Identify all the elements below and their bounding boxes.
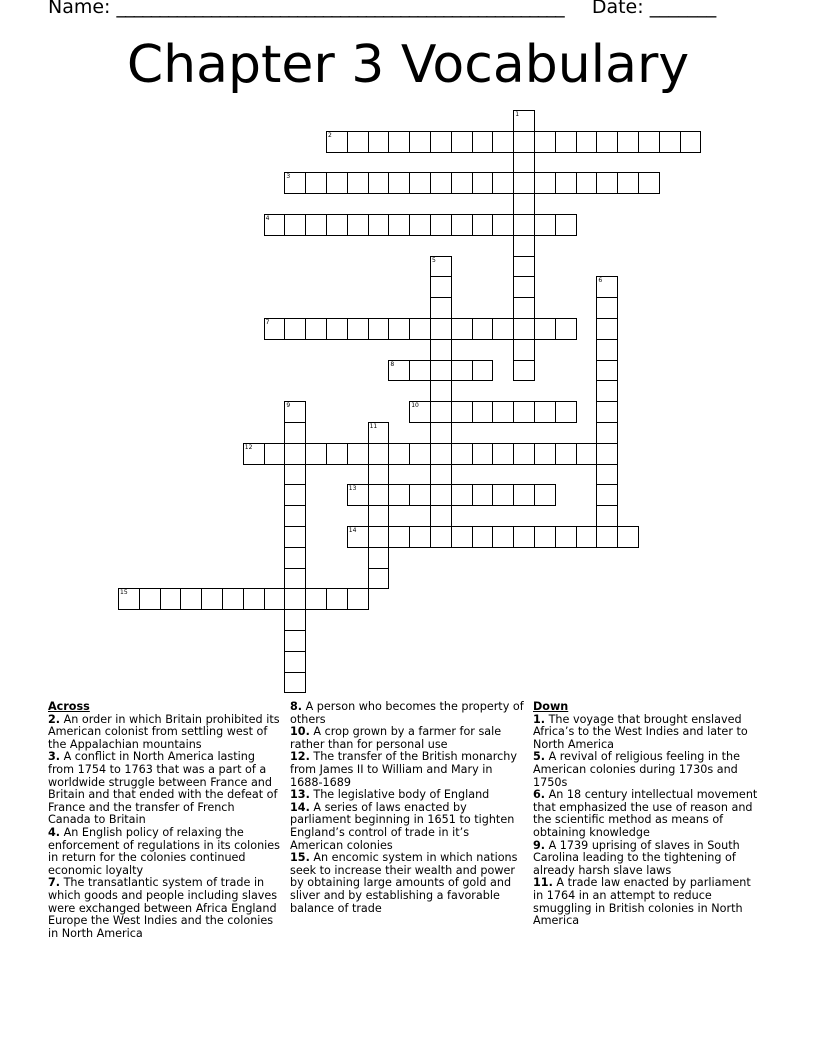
grid-cell[interactable] bbox=[596, 422, 618, 444]
grid-cell[interactable] bbox=[617, 526, 639, 548]
grid-cell[interactable] bbox=[284, 568, 306, 590]
clue-text: A 1739 uprising of slaves in South Carolina leading to the tightening of already harsh slave laws bbox=[533, 838, 740, 877]
grid-cell[interactable] bbox=[180, 588, 202, 610]
grid-cell[interactable] bbox=[576, 172, 598, 194]
clue-num: 5. bbox=[533, 750, 546, 764]
grid-cell[interactable] bbox=[368, 131, 390, 153]
grid-cell[interactable] bbox=[388, 318, 410, 340]
grid-cell[interactable] bbox=[513, 318, 535, 340]
across-clue bbox=[48, 827, 280, 877]
name-label: Name: bbox=[48, 0, 111, 18]
grid-cell[interactable] bbox=[326, 214, 348, 236]
grid-cell[interactable] bbox=[638, 172, 660, 194]
across-clue bbox=[290, 802, 524, 852]
grid-cell[interactable] bbox=[284, 651, 306, 673]
grid-cell[interactable] bbox=[472, 318, 494, 340]
grid-cell[interactable] bbox=[555, 526, 577, 548]
grid-cell[interactable] bbox=[368, 568, 390, 590]
grid-cell[interactable] bbox=[160, 588, 182, 610]
grid-cell[interactable] bbox=[264, 318, 286, 340]
grid-cell[interactable] bbox=[513, 256, 535, 278]
grid-cell[interactable] bbox=[388, 360, 410, 382]
grid-cell[interactable] bbox=[472, 401, 494, 423]
grid-cell[interactable] bbox=[409, 318, 431, 340]
grid-cell[interactable] bbox=[409, 172, 431, 194]
grid-cell[interactable] bbox=[284, 464, 306, 486]
clue-number: 8 bbox=[390, 360, 395, 368]
grid-cell[interactable] bbox=[659, 131, 681, 153]
clue-text: A crop grown by a farmer for sale rather than for personal use bbox=[290, 725, 502, 751]
grid-cell[interactable] bbox=[368, 443, 390, 465]
grid-cell[interactable] bbox=[430, 339, 452, 361]
grid-cell[interactable] bbox=[409, 214, 431, 236]
grid-cell[interactable] bbox=[347, 172, 369, 194]
grid-cell[interactable] bbox=[284, 214, 306, 236]
down-clue bbox=[533, 840, 761, 878]
grid-cell[interactable] bbox=[430, 131, 452, 153]
clue-num: 6. bbox=[533, 788, 546, 802]
grid-cell[interactable] bbox=[451, 360, 473, 382]
grid-cell[interactable] bbox=[430, 443, 452, 465]
grid-cell[interactable] bbox=[596, 297, 618, 319]
grid-cell[interactable] bbox=[368, 505, 390, 527]
name-blank: ____________________________________________________ bbox=[116, 0, 564, 18]
clue-number: 5 bbox=[432, 256, 436, 264]
grid-cell[interactable] bbox=[326, 131, 348, 153]
grid-cell[interactable] bbox=[492, 131, 514, 153]
grid-cell[interactable] bbox=[409, 131, 431, 153]
grid-cell[interactable] bbox=[596, 318, 618, 340]
grid-cell[interactable] bbox=[368, 464, 390, 486]
grid-cell[interactable] bbox=[264, 214, 286, 236]
grid-cell[interactable] bbox=[451, 526, 473, 548]
grid-cell[interactable] bbox=[617, 172, 639, 194]
grid-cell[interactable] bbox=[492, 401, 514, 423]
grid-cell[interactable] bbox=[347, 526, 369, 548]
down-clue bbox=[533, 714, 761, 752]
clue-num: 15. bbox=[290, 851, 310, 865]
grid-cell[interactable] bbox=[492, 318, 514, 340]
clue-number: 3 bbox=[286, 173, 291, 181]
clue-text: The voyage that brought enslaved Africa’s to the West Indies and later to North America bbox=[533, 712, 748, 751]
grid-cell[interactable] bbox=[347, 318, 369, 340]
clue-num: 10. bbox=[290, 725, 310, 739]
grid-cell[interactable] bbox=[305, 588, 327, 610]
grid-cell[interactable] bbox=[596, 380, 618, 402]
clue-num: 3. bbox=[48, 750, 61, 764]
grid-cell[interactable] bbox=[596, 505, 618, 527]
grid-cell[interactable] bbox=[284, 484, 306, 506]
grid-cell[interactable] bbox=[284, 172, 306, 194]
clue-number: 1 bbox=[515, 111, 520, 118]
clue-number: 15 bbox=[120, 589, 128, 597]
grid-cell[interactable] bbox=[409, 443, 431, 465]
grid-cell[interactable] bbox=[284, 547, 306, 569]
grid-cell[interactable] bbox=[596, 172, 618, 194]
grid-cell[interactable] bbox=[534, 443, 556, 465]
grid-cell[interactable] bbox=[513, 443, 535, 465]
grid-cell[interactable] bbox=[347, 214, 369, 236]
grid-cell[interactable] bbox=[472, 484, 494, 506]
grid-cell[interactable] bbox=[430, 484, 452, 506]
across-clue bbox=[48, 751, 280, 827]
down-clues bbox=[533, 701, 761, 928]
across-clues-continued bbox=[290, 701, 524, 915]
grid-cell[interactable] bbox=[409, 360, 431, 382]
grid-cell[interactable] bbox=[430, 401, 452, 423]
clue-number: 4 bbox=[265, 215, 270, 222]
grid-cell[interactable] bbox=[305, 318, 327, 340]
grid-cell[interactable] bbox=[284, 422, 306, 444]
grid-cell[interactable] bbox=[596, 484, 618, 506]
grid-cell[interactable] bbox=[534, 318, 556, 340]
grid-cell[interactable] bbox=[617, 131, 639, 153]
grid-cell[interactable] bbox=[284, 505, 306, 527]
grid-cell[interactable] bbox=[430, 297, 452, 319]
grid-cell[interactable] bbox=[472, 172, 494, 194]
grid-cell[interactable] bbox=[347, 484, 369, 506]
clue-number: 2 bbox=[328, 131, 332, 139]
grid-cell[interactable] bbox=[284, 672, 306, 694]
clue-num: 11. bbox=[533, 876, 553, 890]
grid-cell[interactable] bbox=[513, 360, 535, 382]
down-clue bbox=[533, 789, 761, 839]
clue-text: An 18 century intellectual movement that emphasized the use of reason and the scientific method as means of obtaining knowledge bbox=[533, 788, 758, 839]
grid-cell[interactable] bbox=[596, 401, 618, 423]
clue-num: 9. bbox=[533, 838, 546, 852]
clue-num: 13. bbox=[290, 788, 310, 802]
clue-num: 4. bbox=[48, 825, 61, 839]
clue-text: A trade law enacted by parliament in 1764 in an attempt to reduce smuggling in British colonies in North America bbox=[533, 876, 751, 928]
grid-cell[interactable] bbox=[513, 152, 535, 174]
grid-cell[interactable] bbox=[430, 526, 452, 548]
grid-cell[interactable] bbox=[305, 172, 327, 194]
grid-cell[interactable] bbox=[284, 401, 306, 423]
clue-number: 12 bbox=[244, 443, 253, 451]
across-heading: Across bbox=[48, 700, 90, 713]
grid-cell[interactable] bbox=[284, 443, 306, 465]
grid-cell[interactable] bbox=[451, 214, 473, 236]
across-clue bbox=[290, 701, 524, 726]
clue-text: A series of laws enacted by parliament beginning in 1651 to tighten England’s control of trade in it’s American colonies bbox=[290, 800, 515, 852]
grid-cell[interactable] bbox=[451, 131, 473, 153]
grid-cell[interactable] bbox=[243, 588, 265, 610]
grid-cell[interactable] bbox=[284, 526, 306, 548]
grid-cell[interactable] bbox=[555, 214, 577, 236]
clue-num: 2. bbox=[48, 712, 61, 726]
grid-cell[interactable] bbox=[368, 484, 390, 506]
grid-cell[interactable] bbox=[513, 110, 535, 132]
across-clue bbox=[290, 751, 524, 789]
clue-text: The legislative body of England bbox=[309, 788, 490, 802]
grid-cell[interactable] bbox=[555, 318, 577, 340]
grid-cell[interactable] bbox=[451, 443, 473, 465]
grid-cell[interactable] bbox=[264, 588, 286, 610]
grid-cell[interactable] bbox=[451, 172, 473, 194]
grid-cell[interactable] bbox=[326, 172, 348, 194]
grid-cell[interactable] bbox=[388, 443, 410, 465]
grid-cell[interactable] bbox=[388, 526, 410, 548]
grid-cell[interactable] bbox=[596, 443, 618, 465]
grid-cell[interactable] bbox=[368, 214, 390, 236]
grid-cell[interactable] bbox=[430, 256, 452, 278]
grid-cell[interactable] bbox=[284, 630, 306, 652]
across-clue bbox=[290, 852, 524, 915]
clue-text: An order in which Britain prohibited its American colonist from settling west of the Appalachian mountains bbox=[48, 712, 280, 751]
grid-cell[interactable] bbox=[368, 422, 390, 444]
grid-cell[interactable] bbox=[596, 464, 618, 486]
grid-cell[interactable] bbox=[118, 588, 140, 610]
grid-cell[interactable] bbox=[139, 588, 161, 610]
grid-cell[interactable] bbox=[368, 526, 390, 548]
grid-cell[interactable] bbox=[555, 443, 577, 465]
grid-cell[interactable] bbox=[388, 214, 410, 236]
grid-cell[interactable] bbox=[534, 214, 556, 236]
grid-cell[interactable] bbox=[596, 339, 618, 361]
across-clue bbox=[48, 714, 280, 752]
clue-text: The transatlantic system of trade in which goods and people including slaves were exchanged between Africa England Europe the West Indies and the colonies in North America bbox=[48, 876, 278, 940]
grid-cell[interactable] bbox=[472, 131, 494, 153]
grid-cell[interactable] bbox=[368, 547, 390, 569]
grid-cell[interactable] bbox=[284, 318, 306, 340]
clue-number: 7 bbox=[265, 319, 270, 326]
clue-num: 8. bbox=[290, 700, 303, 713]
clue-text: A revival of religious feeling in the American colonies during 1730s and 1750s bbox=[533, 750, 741, 789]
grid-cell[interactable] bbox=[680, 131, 702, 153]
grid-cell[interactable] bbox=[430, 318, 452, 340]
grid-cell[interactable] bbox=[513, 484, 535, 506]
clue-text: The transfer of the British monarchy from James II to William and Mary in 1688-1689 bbox=[290, 750, 517, 789]
clue-number: 9 bbox=[286, 402, 291, 410]
grid-cell[interactable] bbox=[430, 380, 452, 402]
grid-cell[interactable] bbox=[472, 360, 494, 382]
clue-text: An English policy of relaxing the enforcement of regulations in its colonies in return for the colonies continued economic loyalty bbox=[48, 825, 280, 877]
grid-cell[interactable] bbox=[555, 401, 577, 423]
clue-num: 14. bbox=[290, 800, 310, 814]
date-blank: _______ bbox=[649, 0, 717, 18]
grid-cell[interactable] bbox=[576, 131, 598, 153]
grid-cell[interactable] bbox=[430, 172, 452, 194]
grid-cell[interactable] bbox=[347, 588, 369, 610]
grid-cell[interactable] bbox=[451, 318, 473, 340]
grid-cell[interactable] bbox=[492, 214, 514, 236]
grid-cell[interactable] bbox=[305, 214, 327, 236]
grid-cell[interactable] bbox=[513, 401, 535, 423]
down-clue bbox=[533, 877, 761, 927]
grid-cell[interactable] bbox=[243, 443, 265, 465]
grid-cell[interactable] bbox=[409, 401, 431, 423]
grid-cell[interactable] bbox=[409, 484, 431, 506]
clue-number: 11 bbox=[369, 423, 378, 430]
clue-text: A conflict in North America lasting from 1754 to 1763 that was a part of a worldwide struggle between France and Britain and that ended with the defeat of France and the transfer of French Canada to Britain bbox=[48, 750, 278, 827]
grid-cell[interactable] bbox=[472, 526, 494, 548]
clue-num: 12. bbox=[290, 750, 310, 764]
clue-number: 13 bbox=[348, 485, 357, 493]
grid-cell[interactable] bbox=[596, 526, 618, 548]
grid-cell[interactable] bbox=[451, 484, 473, 506]
grid-cell[interactable] bbox=[596, 276, 618, 298]
grid-cell[interactable] bbox=[513, 339, 535, 361]
clue-number: 14 bbox=[348, 527, 357, 534]
date-label: Date: bbox=[591, 0, 644, 18]
grid-cell[interactable] bbox=[555, 172, 577, 194]
clue-text: A person who becomes the property of others bbox=[290, 700, 524, 726]
down-heading: Down bbox=[533, 700, 569, 713]
grid-cell[interactable] bbox=[513, 193, 535, 215]
grid-cell[interactable] bbox=[492, 443, 514, 465]
grid-cell[interactable] bbox=[326, 588, 348, 610]
grid-cell[interactable] bbox=[513, 214, 535, 236]
grid-cell[interactable] bbox=[305, 443, 327, 465]
grid-cell[interactable] bbox=[284, 588, 306, 610]
grid-cell[interactable] bbox=[430, 276, 452, 298]
grid-cell[interactable] bbox=[430, 422, 452, 444]
grid-cell[interactable] bbox=[284, 609, 306, 631]
grid-cell[interactable] bbox=[472, 443, 494, 465]
grid-cell[interactable] bbox=[430, 464, 452, 486]
grid-cell[interactable] bbox=[555, 131, 577, 153]
grid-cell[interactable] bbox=[222, 588, 244, 610]
grid-cell[interactable] bbox=[534, 172, 556, 194]
grid-cell[interactable] bbox=[388, 484, 410, 506]
grid-cell[interactable] bbox=[492, 172, 514, 194]
grid-cell[interactable] bbox=[368, 172, 390, 194]
clue-number: 6 bbox=[598, 277, 603, 285]
across-clue bbox=[48, 877, 280, 940]
clue-number: 10 bbox=[411, 402, 419, 410]
grid-cell[interactable] bbox=[347, 131, 369, 153]
grid-cell[interactable] bbox=[596, 360, 618, 382]
grid-cell[interactable] bbox=[347, 443, 369, 465]
grid-cell[interactable] bbox=[326, 443, 348, 465]
clue-num: 1. bbox=[533, 712, 546, 726]
grid-cell[interactable] bbox=[513, 276, 535, 298]
grid-cell[interactable] bbox=[534, 131, 556, 153]
down-clue bbox=[533, 751, 761, 789]
across-clues bbox=[48, 701, 280, 940]
clue-num: 7. bbox=[48, 876, 61, 890]
grid-cell[interactable] bbox=[430, 360, 452, 382]
grid-cell[interactable] bbox=[513, 131, 535, 153]
clue-text: An encomic system in which nations seek to increase their wealth and power by obtaining large amounts of gold and sliver and by establishing a favorable balance of trade bbox=[290, 851, 518, 915]
grid-cell[interactable] bbox=[201, 588, 223, 610]
grid-cell[interactable] bbox=[388, 172, 410, 194]
grid-cell[interactable] bbox=[534, 526, 556, 548]
grid-cell[interactable] bbox=[534, 401, 556, 423]
grid-cell[interactable] bbox=[430, 214, 452, 236]
page-title: Chapter 3 Vocabulary bbox=[126, 35, 690, 95]
grid-cell[interactable] bbox=[430, 505, 452, 527]
grid-cell[interactable] bbox=[492, 526, 514, 548]
grid-cell[interactable] bbox=[513, 526, 535, 548]
grid-cell[interactable] bbox=[513, 172, 535, 194]
grid-cell[interactable] bbox=[388, 131, 410, 153]
grid-cell[interactable] bbox=[534, 484, 556, 506]
grid-cell[interactable] bbox=[264, 443, 286, 465]
grid-cell[interactable] bbox=[368, 318, 390, 340]
grid-cell[interactable] bbox=[513, 297, 535, 319]
grid-cell[interactable] bbox=[596, 131, 618, 153]
grid-cell[interactable] bbox=[472, 214, 494, 236]
grid-cell[interactable] bbox=[638, 131, 660, 153]
across-clue bbox=[290, 726, 524, 751]
grid-cell[interactable] bbox=[513, 235, 535, 257]
grid-cell[interactable] bbox=[451, 401, 473, 423]
grid-cell[interactable] bbox=[409, 526, 431, 548]
grid-cell[interactable] bbox=[576, 443, 598, 465]
grid-cell[interactable] bbox=[576, 526, 598, 548]
grid-cell[interactable] bbox=[492, 484, 514, 506]
grid-cell[interactable] bbox=[326, 318, 348, 340]
